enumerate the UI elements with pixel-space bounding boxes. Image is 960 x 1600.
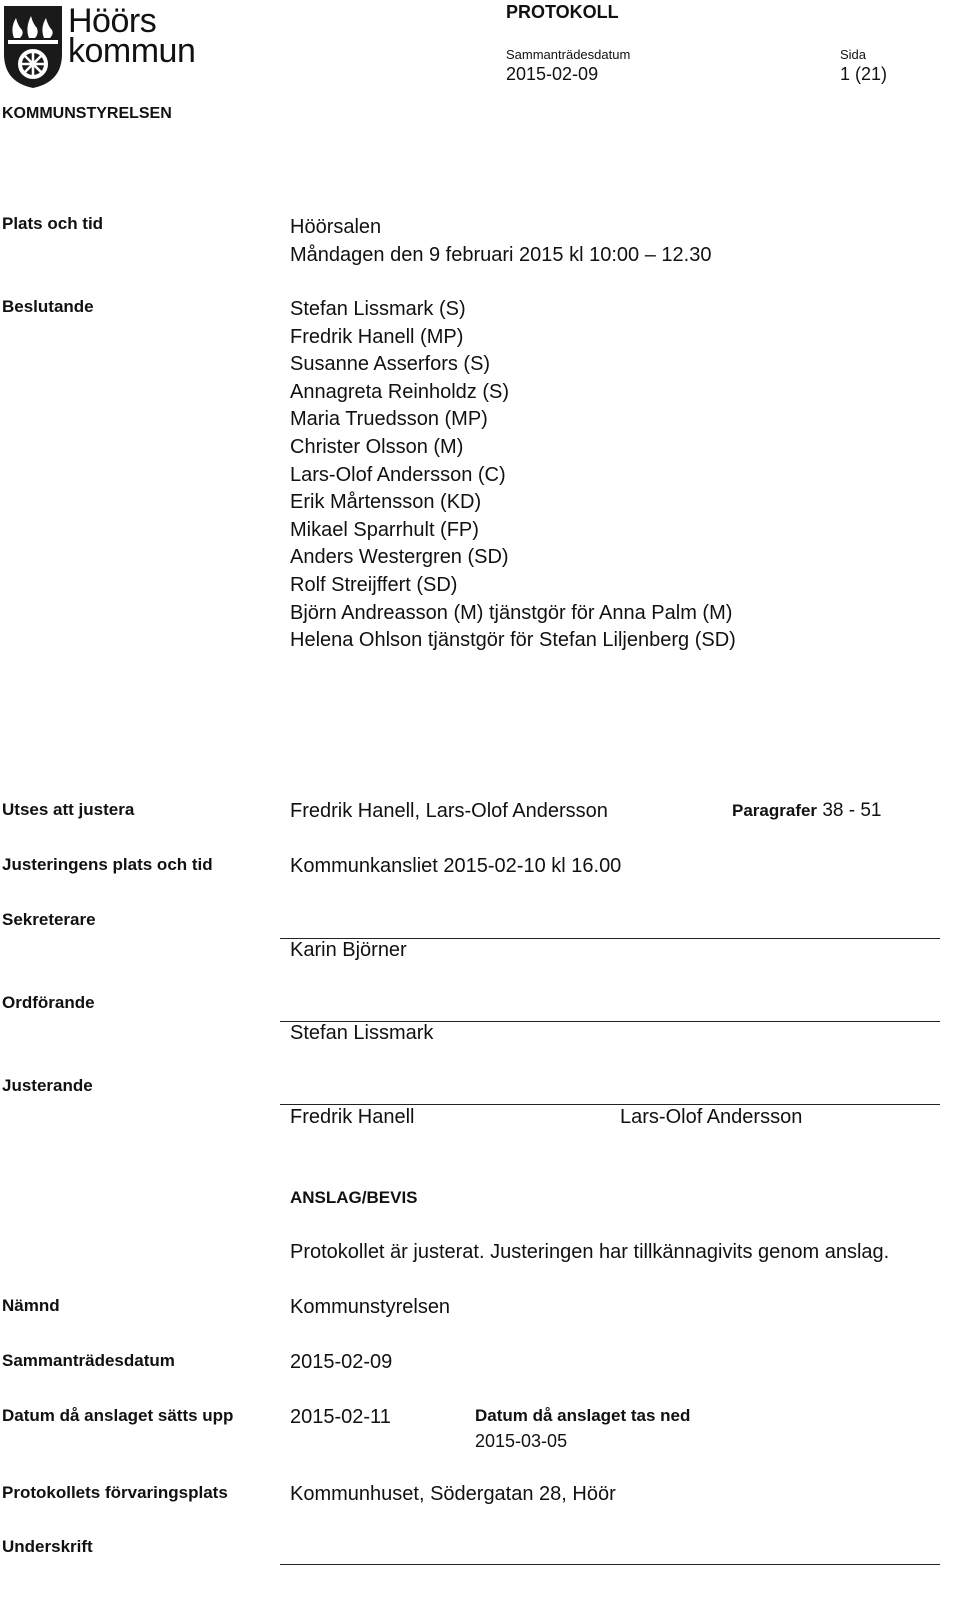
member-item: Annagreta Reinholdz (S) — [290, 380, 510, 403]
member-item: Christer Olsson (M) — [290, 435, 464, 458]
anslag-ned-label: Datum då anslaget tas ned — [475, 1406, 691, 1425]
member-item: Anders Westergren (SD) — [290, 546, 509, 569]
coat-of-arms-icon — [2, 4, 64, 90]
forvaringsplats-value: Kommunhuset, Södergatan 28, Höör — [290, 1483, 616, 1505]
member-item: Erik Mårtensson (KD) — [290, 491, 482, 514]
anslag-upp-label: Datum då anslaget sätts upp — [2, 1406, 234, 1425]
member-item: Rolf Streijffert (SD) — [290, 573, 458, 596]
namnd-label: Nämnd — [2, 1296, 60, 1315]
sekreterare-label: Sekreterare — [2, 910, 96, 929]
logo-word-2: kommun — [68, 32, 196, 70]
forvaringsplats-label: Protokollets förvaringsplats — [2, 1483, 228, 1502]
member-item: Susanne Asserfors (S) — [290, 353, 491, 376]
page-label: Sida — [840, 47, 867, 62]
namnd-value: Kommunstyrelsen — [290, 1296, 451, 1318]
justeringens-plats-label: Justeringens plats och tid — [2, 855, 213, 874]
paragrafer — [732, 800, 882, 822]
paragrafer-value: 38 - 51 — [822, 800, 882, 821]
meeting-date-value: 2015-02-09 — [506, 64, 599, 84]
member-item: Helena Ohlson tjänstgör för Stefan Liljenberg (SD) — [290, 629, 736, 652]
meeting-date-label: Sammanträdesdatum — [506, 47, 631, 62]
anslag-statement: Protokollet är justerat. Justeringen har tillkännagivits genom anslag. — [290, 1241, 890, 1263]
beslutande-list — [290, 296, 736, 655]
member-item: Björn Andreasson (M) tjänstgör för Anna Palm (M) — [290, 601, 733, 624]
organ-name: KOMMUNSTYRELSEN — [2, 105, 172, 122]
paragrafer-label: Paragrafer — [732, 801, 818, 820]
member-item: Lars-Olof Andersson (C) — [290, 463, 506, 486]
member-item: Stefan Lissmark (S) — [290, 298, 466, 320]
hoor-kommun-logo — [2, 4, 212, 90]
anslag-upp-value: 2015-02-11 — [290, 1406, 391, 1428]
plats-och-tid-value — [290, 214, 711, 269]
beslutande-label: Beslutande — [2, 297, 94, 316]
anslag-bevis-title: ANSLAG/BEVIS — [290, 1188, 418, 1207]
member-item: Mikael Sparrhult (FP) — [290, 518, 479, 541]
sammantradesdatum-label: Sammanträdesdatum — [2, 1351, 175, 1370]
utses-att-justera-value: Fredrik Hanell, Lars-Olof Andersson — [290, 800, 608, 822]
justeringens-plats-value: Kommunkansliet 2015-02-10 kl 16.00 — [290, 855, 622, 877]
document-type: PROTOKOLL — [506, 2, 619, 22]
member-item: Fredrik Hanell (MP) — [290, 325, 464, 348]
tid-line: Måndagen den 9 februari 2015 kl 10:00 – 12.30 — [290, 243, 712, 266]
logo-wordmark — [68, 2, 196, 70]
signature-line-justerande — [280, 1104, 940, 1105]
sekreterare-name: Karin Björner — [290, 939, 407, 961]
page-number: 1 (21) — [840, 64, 888, 84]
justerande-label: Justerande — [2, 1076, 93, 1095]
ordforande-name: Stefan Lissmark — [290, 1022, 434, 1044]
plats-line: Höörsalen — [290, 216, 382, 238]
member-item: Maria Truedsson (MP) — [290, 408, 488, 431]
ordforande-label: Ordförande — [2, 993, 95, 1012]
signature-line-underskrift — [280, 1564, 940, 1565]
plats-och-tid-label: Plats och tid — [2, 214, 104, 233]
logo-word-1: Höörs — [68, 2, 157, 40]
sammantradesdatum-value: 2015-02-09 — [290, 1351, 393, 1373]
justerande-name-1: Fredrik Hanell — [290, 1106, 415, 1128]
underskrift-label: Underskrift — [2, 1537, 93, 1556]
utses-att-justera-label: Utses att justera — [2, 800, 135, 819]
anslag-ned-value: 2015-03-05 — [475, 1431, 568, 1451]
justerande-name-2: Lars-Olof Andersson — [620, 1106, 803, 1128]
